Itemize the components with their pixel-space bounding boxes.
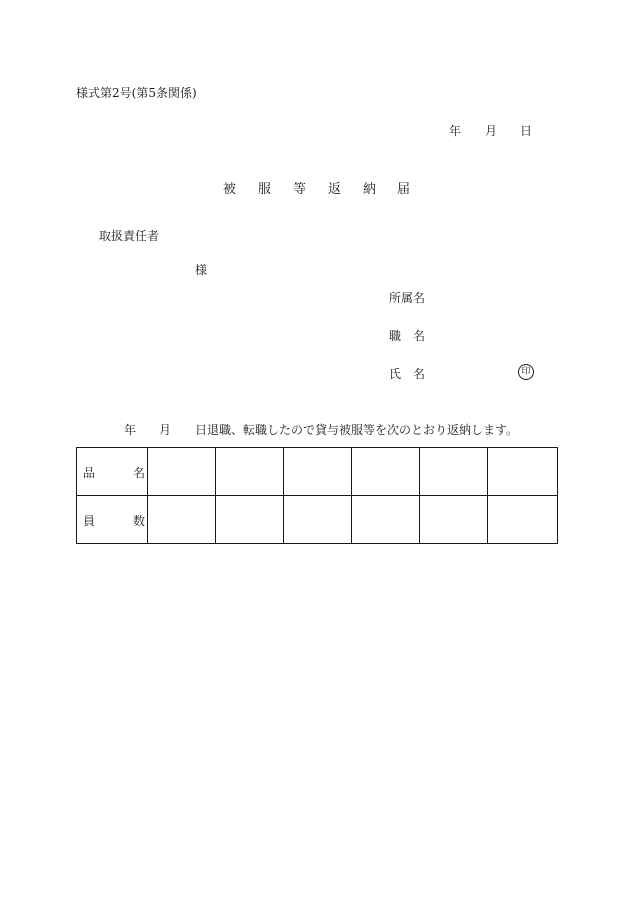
name-label-char: 氏 [389, 367, 402, 381]
item-name-cell[interactable] [284, 448, 352, 496]
recipient-label: 取扱責任者 [99, 229, 160, 243]
table-row [77, 496, 558, 544]
quantity-cell[interactable] [148, 496, 216, 544]
affiliation-label: 所属名 [389, 291, 426, 305]
notice-year-label: 年 [124, 423, 137, 437]
quantity-cell[interactable] [352, 496, 420, 544]
date-year-label: 年 [449, 124, 462, 138]
row-label-char: 員 [83, 514, 96, 528]
position-label-char: 名 [413, 329, 426, 343]
title-char: 届 [397, 182, 411, 197]
notice-text: 日退職、転職したので貸与被服等を次のとおり返納します。 [195, 423, 519, 437]
row-label-quantity [77, 496, 148, 544]
name-label-char: 名 [413, 367, 426, 381]
quantity-cell[interactable] [420, 496, 488, 544]
row-label-item-name [77, 448, 148, 496]
row-label-char: 品 [83, 466, 96, 480]
item-name-cell[interactable] [488, 448, 558, 496]
return-items-table [76, 447, 558, 544]
item-name-cell[interactable] [148, 448, 216, 496]
row-label-char: 名 [133, 466, 146, 480]
row-label-char: 数 [133, 514, 146, 528]
quantity-cell[interactable] [488, 496, 558, 544]
seal-icon: 印 [518, 364, 534, 380]
quantity-cell[interactable] [216, 496, 284, 544]
title-char: 服 [258, 182, 272, 197]
notice-month-label: 月 [159, 423, 172, 437]
item-name-cell[interactable] [420, 448, 488, 496]
date-day-label: 日 [520, 124, 533, 138]
title-char: 被 [223, 182, 237, 197]
position-label-char: 職 [389, 329, 402, 343]
item-name-cell[interactable] [216, 448, 284, 496]
title-char: 等 [293, 182, 307, 197]
title-char: 返 [328, 182, 342, 197]
form-number: 様式第2号(第5条関係) [76, 86, 197, 100]
recipient-honorific: 様 [195, 263, 208, 277]
table-row [77, 448, 558, 496]
title-char: 納 [363, 182, 377, 197]
item-name-cell[interactable] [352, 448, 420, 496]
quantity-cell[interactable] [284, 496, 352, 544]
date-month-label: 月 [485, 124, 498, 138]
